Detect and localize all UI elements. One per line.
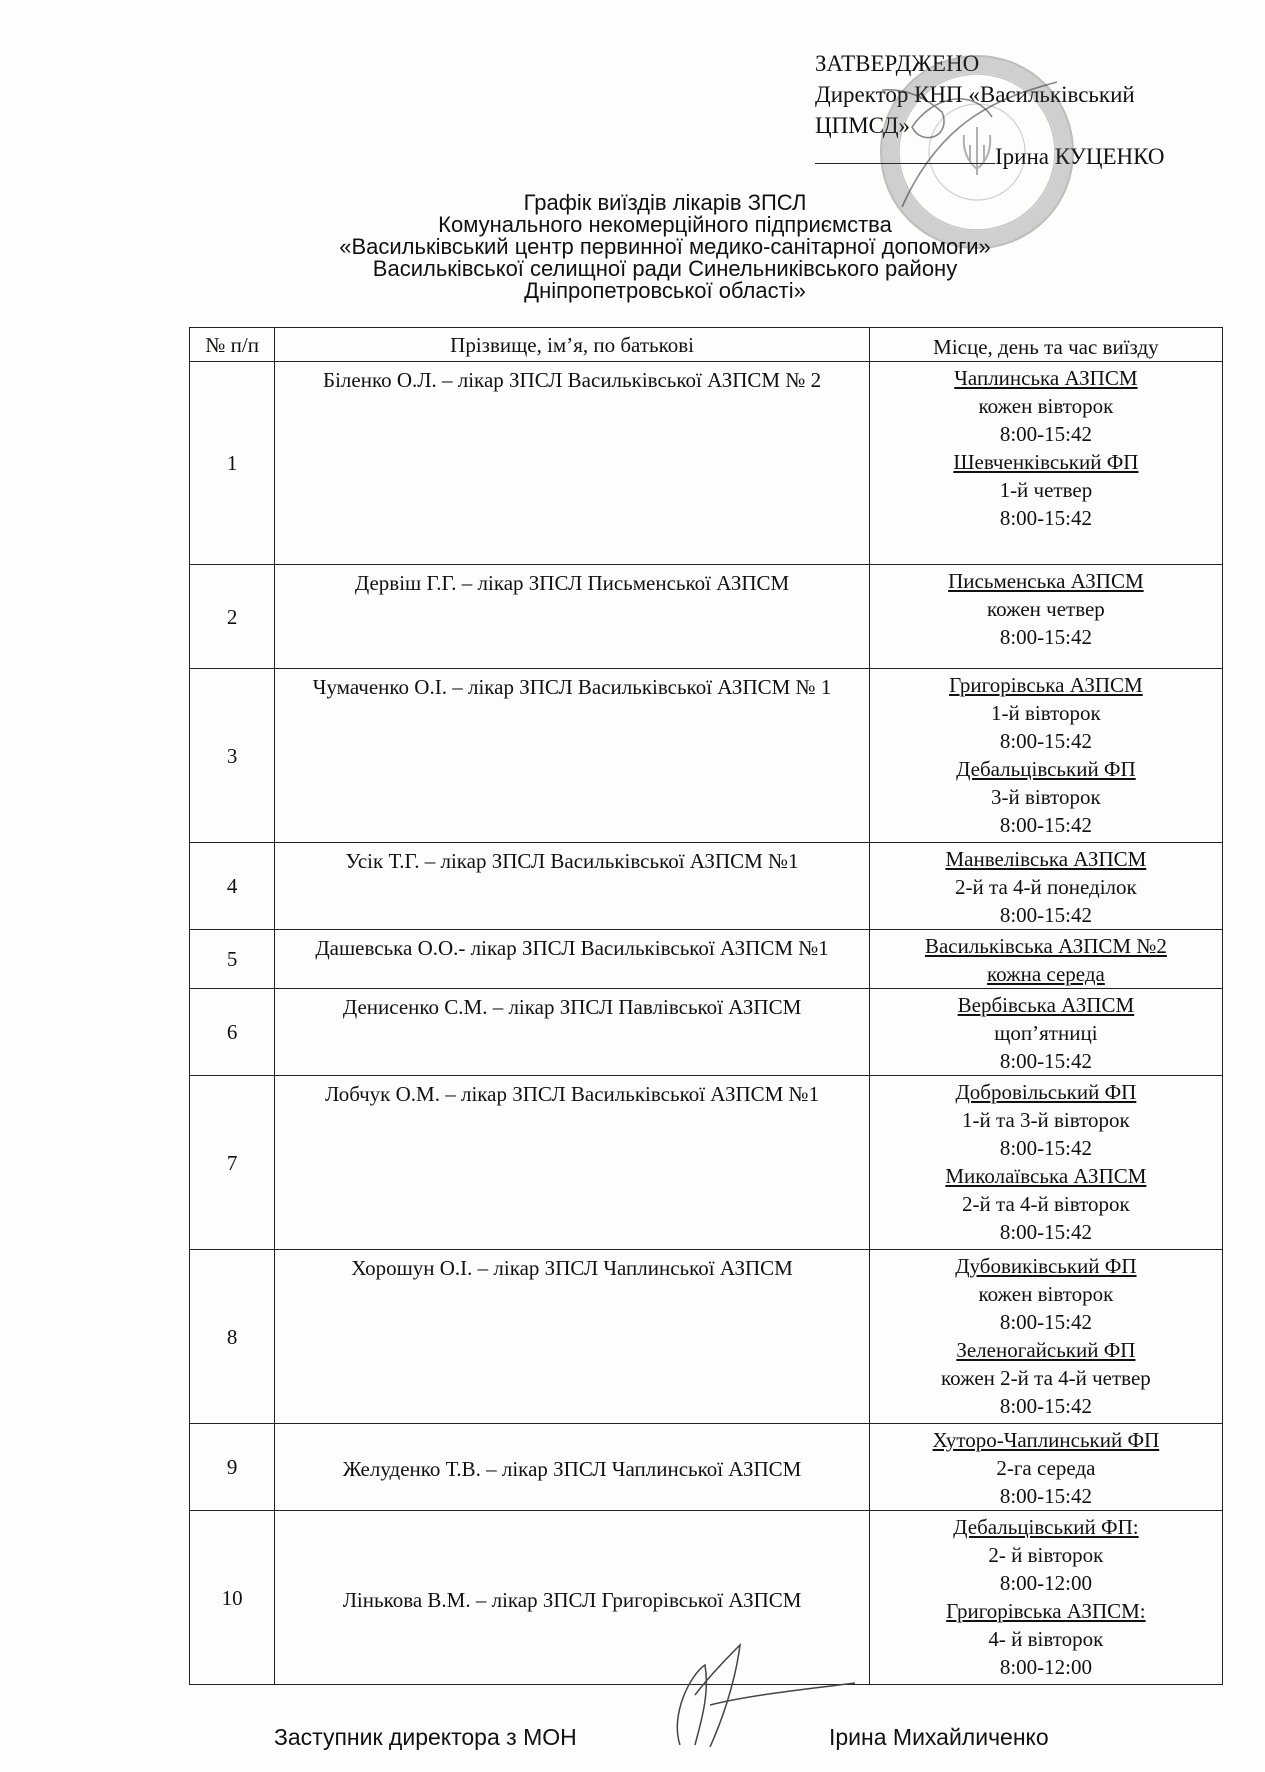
row-schedule (869, 1250, 1222, 1424)
header-place: Місце, день та час виїзду (869, 328, 1222, 362)
row-number: 10 (190, 1511, 275, 1685)
title-line-5: Дніпропетровської області» (524, 278, 806, 303)
row-doctor-name: Желуденко Т.В. – лікар ЗПСЛ Чаплинської АЗПСМ (275, 1424, 869, 1511)
schedule-day: кожен 2-й та 4-й четвер (941, 1366, 1151, 1390)
document-title (115, 192, 1215, 302)
table-row (190, 1250, 1223, 1424)
row-doctor-name: Денисенко С.М. – лікар ЗПСЛ Павлівської АЗПСМ (275, 989, 869, 1076)
row-number: 6 (190, 989, 275, 1076)
schedule-place: Письменська АЗПСМ (948, 569, 1144, 593)
row-number: 8 (190, 1250, 275, 1424)
row-doctor-name: Усік Т.Г. – лікар ЗПСЛ Васильківської АЗПСМ №1 (275, 843, 869, 930)
row-doctor-name: Дервіш Г.Г. – лікар ЗПСЛ Письменської АЗПСМ (275, 565, 869, 669)
row-schedule (869, 362, 1222, 565)
schedule-time: 8:00-15:42 (999, 1220, 1092, 1244)
schedule-day: 4- й вівторок (988, 1627, 1104, 1651)
table-row (190, 843, 1223, 930)
table-row (190, 1511, 1223, 1685)
schedule-time: 8:00-15:42 (999, 1484, 1092, 1508)
row-schedule (869, 1424, 1222, 1511)
row-doctor-name: Лінькова В.М. – лікар ЗПСЛ Григорівської АЗПСМ (275, 1511, 869, 1685)
title-line-1: Графік виїздів лікарів ЗПСЛ (523, 190, 807, 215)
row-number: 7 (190, 1076, 275, 1250)
schedule-place: Васильківська АЗПСМ №2 (924, 934, 1167, 958)
schedule-day: 1-й та 3-й вівторок (962, 1108, 1130, 1132)
row-doctor-name: Лобчук О.М. – лікар ЗПСЛ Васильківської АЗПСМ №1 (275, 1076, 869, 1250)
table-row (190, 989, 1223, 1076)
row-doctor-name: Хорошун О.І. – лікар ЗПСЛ Чаплинської АЗПСМ (275, 1250, 869, 1424)
schedule-place: Чаплинська АЗПСМ (954, 366, 1138, 390)
row-number: 9 (190, 1424, 275, 1511)
schedule-time: 8:00-15:42 (999, 1394, 1092, 1418)
row-number: 5 (190, 930, 275, 989)
schedule-place: Манвелівська АЗПСМ (945, 847, 1147, 871)
row-doctor-name: Біленко О.Л. – лікар ЗПСЛ Васильківської АЗПСМ № 2 (275, 362, 869, 565)
schedule-day: кожен четвер (986, 597, 1105, 621)
schedule-time: 8:00-15:42 (999, 1049, 1092, 1073)
table-row (190, 669, 1223, 843)
schedule-place: Дебальцівський ФП: (953, 1515, 1139, 1539)
row-number: 3 (190, 669, 275, 843)
schedule-day: щоп’ятниці (994, 1021, 1098, 1045)
approval-organization: ЦПМСД» (815, 113, 911, 138)
row-schedule (869, 930, 1222, 989)
schedule-time: 8:00-15:42 (999, 422, 1092, 446)
schedule-place: Вербівська АЗПСМ (957, 993, 1135, 1017)
title-line-4: Васильківської селищної ради Синельниківського району (372, 256, 958, 281)
row-schedule (869, 565, 1222, 669)
footer-position: Заступник директора з МОН (274, 1724, 577, 1750)
row-number: 2 (190, 565, 275, 669)
schedule-time: 8:00-15:42 (999, 1136, 1092, 1160)
schedule-place: Григорівська АЗПСМ: (946, 1599, 1146, 1623)
table-row (190, 565, 1223, 669)
row-schedule (869, 1076, 1222, 1250)
row-doctor-name: Дашевська О.О.- лікар ЗПСЛ Васильківської АЗПСМ №1 (275, 930, 869, 989)
schedule-time: 8:00-15:42 (999, 903, 1092, 927)
schedule-place: Добровільський ФП (955, 1080, 1137, 1104)
footer-name: Ірина Михайличенко (829, 1724, 1049, 1750)
row-schedule (869, 843, 1222, 930)
schedule-time: 8:00-15:42 (999, 729, 1092, 753)
schedule-day: 1-й вівторок (991, 701, 1101, 725)
approval-heading: ЗАТВЕРДЖЕНО (815, 51, 980, 76)
schedule-place: Миколаївська АЗПСМ (945, 1164, 1147, 1188)
schedule-place: Дубовиківський ФП (955, 1254, 1137, 1278)
schedule-day: 2-й та 4-й вівторок (962, 1192, 1130, 1216)
row-schedule (869, 669, 1222, 843)
schedule-day: 2-га середа (996, 1456, 1096, 1480)
approval-position: Директор КНП «Васильківський (815, 82, 1135, 107)
row-doctor-name: Чумаченко О.І. – лікар ЗПСЛ Васильківської АЗПСМ № 1 (275, 669, 869, 843)
table-row (190, 362, 1223, 565)
schedule-day: 3-й вівторок (991, 785, 1101, 809)
schedule-day: кожен вівторок (978, 394, 1114, 418)
approval-signature-line (815, 141, 1165, 172)
row-schedule (869, 989, 1222, 1076)
schedule-day: 1-й четвер (999, 478, 1093, 502)
table-row (190, 1424, 1223, 1511)
schedule-table (189, 327, 1223, 1685)
signature-blank (815, 143, 995, 164)
schedule-place: Хуторо-Чаплинський ФП (932, 1428, 1160, 1452)
schedule-time: 8:00-15:42 (999, 813, 1092, 837)
schedule-day: кожна середа (986, 962, 1105, 986)
row-number: 4 (190, 843, 275, 930)
schedule-time: 8:00-12:00 (999, 1655, 1092, 1679)
title-line-2: Комунального некомерційного підприємства (438, 212, 892, 237)
approval-signer: Ірина КУЦЕНКО (995, 144, 1165, 169)
schedule-time: 8:00-15:42 (999, 1310, 1092, 1334)
schedule-day: кожен вівторок (978, 1282, 1114, 1306)
schedule-place: Зеленогайський ФП (956, 1338, 1136, 1362)
schedule-time: 8:00-12:00 (999, 1571, 1092, 1595)
title-line-3: «Васильківський центр первинної медико-санітарної допомоги» (339, 234, 991, 259)
row-schedule (869, 1511, 1222, 1685)
schedule-time: 8:00-15:42 (999, 625, 1092, 649)
schedule-place: Дебальцівський ФП (956, 757, 1136, 781)
header-name: Прізвище, ім’я, по батькові (275, 328, 869, 362)
row-number: 1 (190, 362, 275, 565)
table-header-row (190, 328, 1223, 362)
table-row (190, 930, 1223, 989)
approval-block (815, 48, 1165, 172)
schedule-time: 8:00-15:42 (999, 506, 1092, 530)
schedule-day: 2-й та 4-й понеділок (955, 875, 1137, 899)
schedule-day: 2- й вівторок (988, 1543, 1104, 1567)
header-number: № п/п (190, 328, 275, 362)
schedule-place: Шевченківський ФП (953, 450, 1139, 474)
schedule-place: Григорівська АЗПСМ (949, 673, 1143, 697)
table-row (190, 1076, 1223, 1250)
